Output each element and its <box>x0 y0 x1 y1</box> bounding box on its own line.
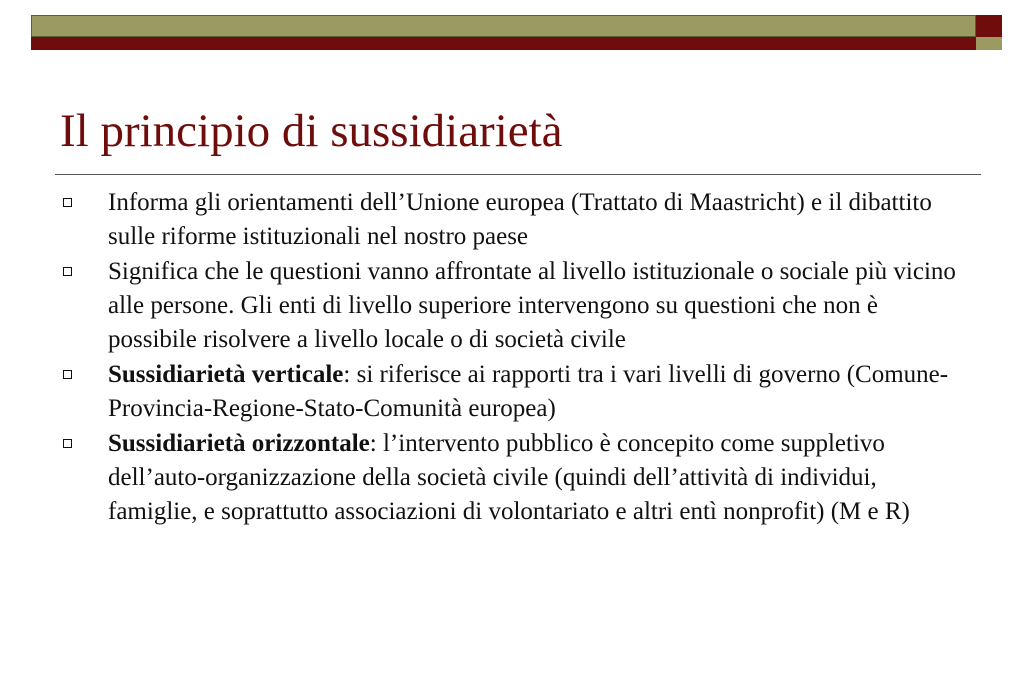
hollow-square-bullet-icon <box>63 267 72 276</box>
bullet-text: Informa gli orientamenti dell’Unione europea (Trattato di Maastricht) e il dibattito sulle riforme istituzionali nel nostro paese <box>108 189 932 250</box>
title-divider <box>55 174 981 175</box>
bullet-lead-term: Sussidiarietà verticale <box>108 361 344 388</box>
hollow-square-bullet-icon <box>63 439 72 448</box>
bullet-item-sussidiarieta-orizzontale <box>0 427 968 529</box>
header-olive-square <box>976 37 1002 50</box>
bullet-lead-term: Sussidiarietà orizzontale <box>108 430 370 457</box>
bullet-text: Significa che le questioni vanno affrontate al livello istituzionale o sociale più vicino alle persone. Gli enti di livello superiore intervengono su questioni che non è possibile risolvere a livello locale o di società civile <box>108 258 956 353</box>
bullet-item-orientamenti <box>0 186 968 254</box>
bullet-item-significato <box>0 255 968 357</box>
header-maroon-square <box>976 15 1002 37</box>
bullet-text: : l’intervento pubblico è concepito come suppletivo dell’auto-organizzazione della società civile (quindi dell’attività di individui, famiglie, e soprattutto associazioni di volontariato e altri entì nonprofit) (M e R) <box>108 430 910 525</box>
header-olive-bar <box>31 15 976 37</box>
bullet-text: : si riferisce ai rapporti tra i vari livelli di governo (Comune-Provincia-Regione-Stato-Comunità europea) <box>108 361 949 422</box>
slide-title: Il principio di sussidiarietà <box>60 105 563 157</box>
hollow-square-bullet-icon <box>63 370 72 379</box>
header-maroon-bar <box>31 37 976 50</box>
hollow-square-bullet-icon <box>63 198 72 207</box>
bullet-list <box>0 186 1023 530</box>
bullet-item-sussidiarieta-verticale <box>0 358 968 426</box>
